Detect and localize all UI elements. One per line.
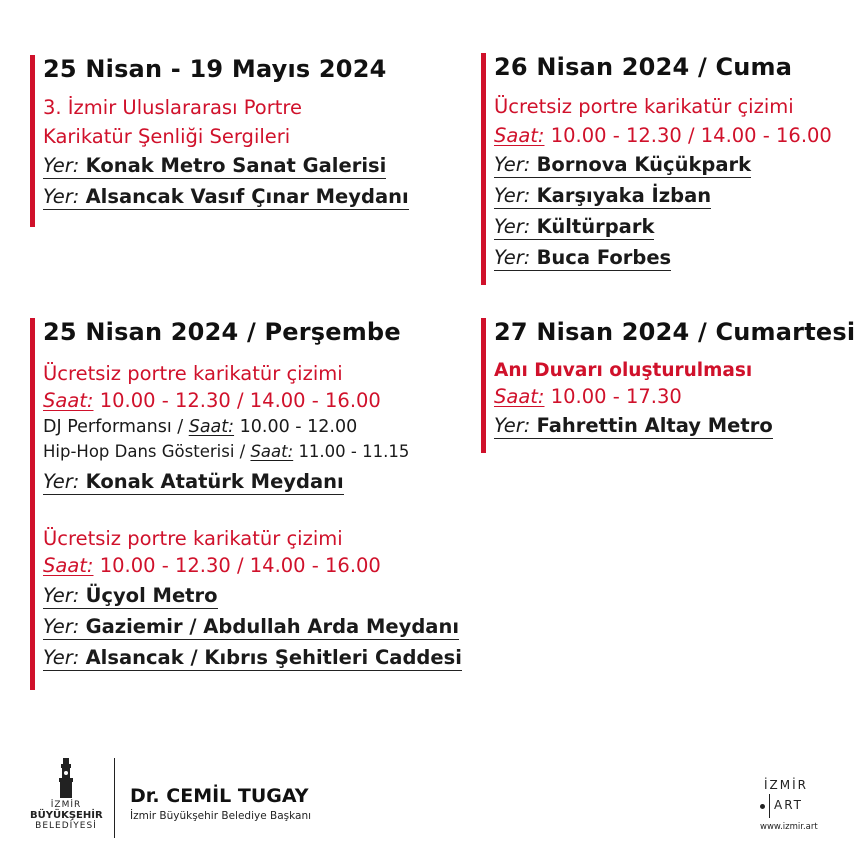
accent-bar: [481, 318, 486, 453]
location-line: Yer: Üçyol Metro: [43, 584, 218, 607]
brand-top: İZMİR: [764, 778, 808, 792]
izmir-municipality-logo: [30, 758, 102, 831]
time-line: Saat: 10.00 - 12.30 / 14.00 - 16.00: [43, 389, 381, 412]
event-heading: 3. İzmir Uluslararası Portre: [43, 96, 302, 119]
brand-divider: [769, 794, 770, 818]
brand-bottom: ART: [774, 798, 804, 812]
footer-divider: [114, 758, 115, 838]
clock-tower-icon: [30, 758, 102, 798]
dj-performance-line: DJ Performansı / Saat: 10.00 - 12.00: [43, 417, 358, 437]
event-block-apr27: [481, 318, 855, 439]
accent-bar: [481, 53, 486, 285]
accent-bar: [30, 55, 35, 227]
brand-mark: [760, 798, 830, 816]
event-heading: Ücretsiz portre karikatür çizimi: [43, 527, 343, 550]
event-date-title: 26 Nisan 2024 / Cuma: [494, 53, 793, 81]
event-block-apr25: [30, 318, 462, 671]
time-line: Saat: 10.00 - 12.30 / 14.00 - 16.00: [43, 554, 381, 577]
location-line: Yer: Gaziemir / Abdullah Arda Meydanı: [43, 615, 460, 638]
event-heading: Ücretsiz portre karikatür çizimi: [494, 95, 794, 118]
event-date-title: 25 Nisan - 19 Mayıs 2024: [43, 55, 387, 83]
brand-url: www.izmir.art: [760, 822, 818, 832]
event-date-title: 25 Nisan 2024 / Perşembe: [43, 318, 401, 346]
logo-text: BELEDİYESİ: [35, 821, 97, 831]
location-line: Yer: Konak Atatürk Meydanı: [43, 470, 344, 493]
mayor-name: Dr. CEMİL TUGAY: [130, 785, 309, 807]
hiphop-line: Hip-Hop Dans Gösterisi / Saat: 11.00 - 11.15: [43, 442, 410, 461]
location-line: Yer: Bornova Küçükpark: [494, 153, 752, 176]
logo-text: BÜYÜKŞEHİR: [30, 810, 103, 821]
izmir-art-logo: [760, 778, 830, 832]
event-heading: Ücretsiz portre karikatür çizimi: [43, 362, 343, 385]
location-line: Yer: Alsancak / Kıbrıs Şehitleri Caddesi: [43, 646, 462, 669]
event-date-title: 27 Nisan 2024 / Cumartesi: [494, 318, 856, 346]
logo-text: İZMİR: [50, 800, 82, 810]
event-block-apr26: [481, 53, 832, 271]
mayor-title: İzmir Büyükşehir Belediye Başkanı: [130, 810, 312, 822]
time-line: Saat: 10.00 - 17.30: [494, 385, 682, 408]
location-line: Yer: Kültürpark: [494, 215, 655, 238]
event-heading: Karikatür Şenliği Sergileri: [43, 125, 291, 148]
time-line: Saat: 10.00 - 12.30 / 14.00 - 16.00: [494, 124, 832, 147]
dot-icon: [760, 804, 765, 809]
location-line: Yer: Karşıyaka İzban: [494, 184, 712, 207]
location-line: Yer: Konak Metro Sanat Galerisi: [43, 154, 387, 177]
location-line: Yer: Buca Forbes: [494, 246, 672, 269]
location-line: Yer: Alsancak Vasıf Çınar Meydanı: [43, 185, 409, 208]
event-block-exhibitions: [30, 55, 409, 210]
event-heading: Anı Duvarı oluşturulması: [494, 360, 753, 381]
location-line: Yer: Fahrettin Altay Metro: [494, 414, 773, 437]
accent-bar: [30, 318, 35, 690]
